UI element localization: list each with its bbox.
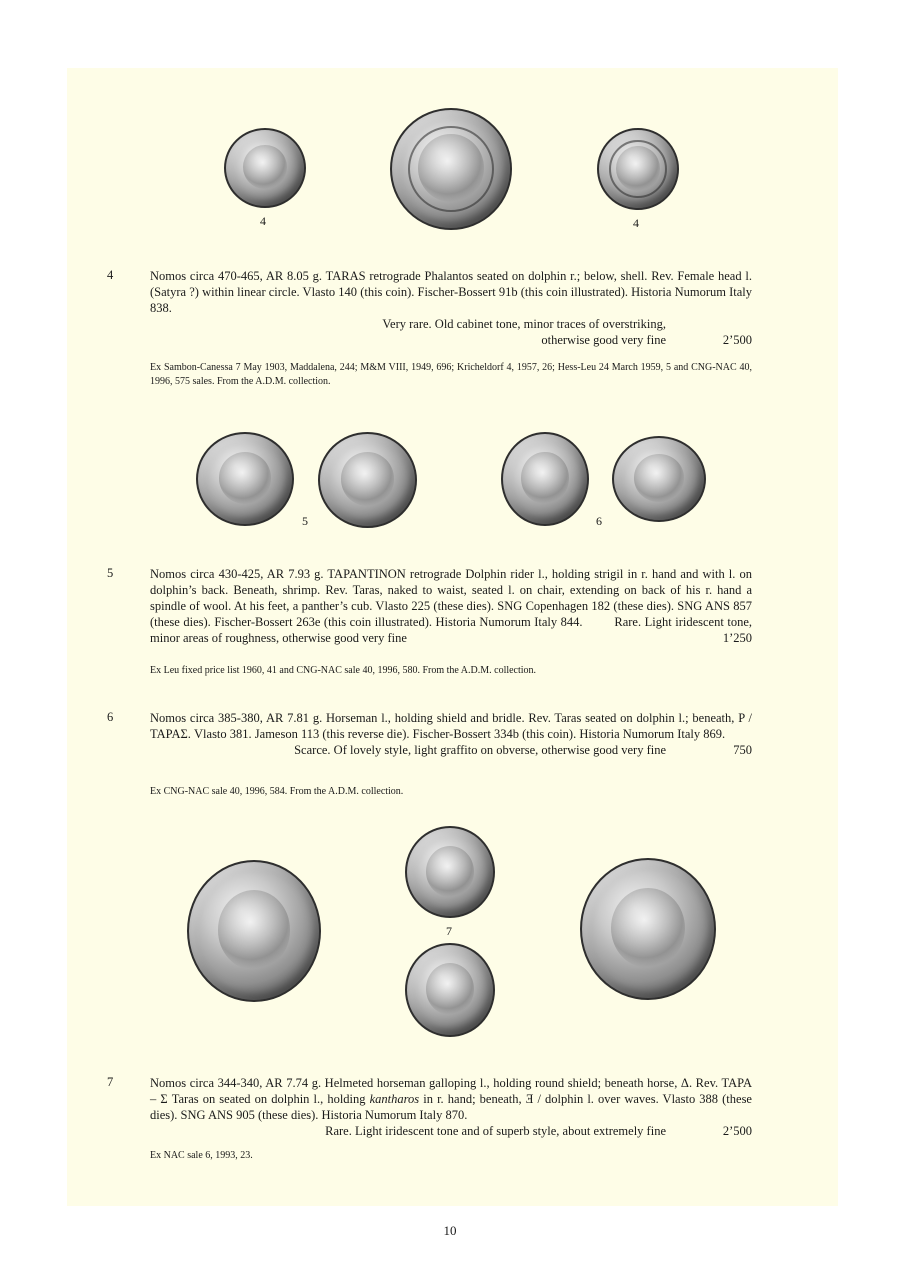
lot-price: 750: [733, 743, 752, 757]
lot-number: 5: [107, 566, 114, 580]
lot-description-italic: kantharos: [369, 1092, 420, 1106]
lot-description: [150, 710, 752, 758]
coin-5-obverse: [196, 432, 294, 526]
lot-description: [150, 268, 752, 348]
lot-provenance: Ex Sambon-Canessa 7 May 1903, Maddalena, 244; M&M VIII, 1949, 696; Kricheldorf 4, 1957, 26; Hess-Leu 24 March 1959, 5 and CNG-NAC 40, 1996, 575 sales. From the A.D.M. collection.: [150, 362, 752, 387]
lot-price: 2’500: [722, 333, 752, 347]
coin-label-7: 7: [446, 924, 452, 938]
coin-7-reverse-large: [580, 858, 716, 1000]
lot-description-text: Nomos circa 385-380, AR 7.81 g. Horseman l., holding shield and bridle. Rev. Taras seated on dolphin l.; beneath, P / TAPAΣ. Vlasto 381. Jameson 113 (this reverse die). Fischer-Bossert 334b (this coin). Historia Numorum Italy 869.: [150, 711, 752, 741]
coin-label-4b: 4: [633, 216, 639, 230]
coin-7-obverse-large: [187, 860, 321, 1002]
lot-description: [150, 1075, 752, 1139]
lot-provenance: Ex CNG-NAC sale 40, 1996, 584. From the A.D.M. collection.: [150, 786, 404, 797]
lot-verdict: Rare. Light iridescent tone, minor areas of roughness, otherwise good very fine: [150, 615, 752, 645]
coin-7-reverse-small: [405, 943, 495, 1037]
coin-label-6: 6: [596, 514, 602, 528]
lot-verdict: [150, 332, 752, 348]
lot-price: 2’500: [722, 1124, 752, 1138]
lot-number: 6: [107, 710, 114, 724]
lot-number: 4: [107, 268, 114, 282]
lot-description-text: Nomos circa 470-465, AR 8.05 g. TARAS retrograde Phalantos seated on dolphin r.; below, shell. Rev. Female head l. (Satyra ?) within linear circle. Vlasto 140 (this coin). Fischer-Bossert 91b (this coin illustrated). Historia Numorum Italy 838.: [150, 269, 752, 315]
lot-provenance: Ex Leu fixed price list 1960, 41 and CNG-NAC sale 40, 1996, 580. From the A.D.M. collection.: [150, 665, 537, 676]
coin-7-obverse-small: [405, 826, 495, 918]
coin-5-reverse: [318, 432, 417, 528]
lot-verdict-text: Rare. Light iridescent tone and of superb style, about extremely fine: [325, 1124, 666, 1138]
coin-label-5: 5: [302, 514, 308, 528]
lot-description-text: Nomos circa 344-340, AR 7.74 g. Helmeted horseman galloping l., holding round shield; beneath horse, Δ. Rev. TAPA – Σ Taras on seated on dolphin l., holding: [150, 1076, 752, 1106]
lot-verdict: [150, 1123, 752, 1139]
lot-provenance: Ex NAC sale 6, 1993, 23.: [150, 1150, 253, 1161]
lot-description: [150, 566, 752, 646]
coin-4-large: [390, 108, 512, 230]
coin-4-reverse: [597, 128, 679, 210]
lot-description-text: Nomos circa 430-425, AR 7.93 g. TAPANTINON retrograde Dolphin rider l., holding strigil in r. hand and with l. on dolphin’s back. Beneath, shrimp. Rev. Taras, naked to waist, seated l. on chair, extending on back of his r. hand a spindle of wool. At his feet, a panther’s cub. Vlasto 225 (these dies). SNG Copenhagen 182 (these dies). SNG ANS 857 (these dies). Fischer-Bossert 263e (this coin illustrated). Historia Numorum Italy 844.: [150, 567, 752, 629]
coin-4-obverse: [224, 128, 306, 208]
lot-verdict: [150, 742, 752, 758]
lot-price: 1’250: [722, 631, 752, 645]
lot-verdict: [150, 316, 752, 332]
lot-verdict-text: Scarce. Of lovely style, light graffito on obverse, otherwise good very fine: [294, 743, 666, 757]
lot-verdict-line1: Very rare. Old cabinet tone, minor traces of overstriking,: [382, 317, 666, 331]
coin-6-obverse: [501, 432, 589, 526]
lot-description-text-end: in r. hand; beneath, Ǝ / dolphin l. over waves. Vlasto 388 (these dies). SNG ANS 905 (these dies). Historia Numorum Italy 870.: [150, 1092, 752, 1122]
lot-number: 7: [107, 1075, 114, 1089]
page-number: 10: [443, 1223, 457, 1238]
coin-label-4a: 4: [260, 214, 266, 228]
lot-verdict-line2: otherwise good very fine: [541, 333, 666, 347]
coin-6-reverse: [612, 436, 706, 522]
